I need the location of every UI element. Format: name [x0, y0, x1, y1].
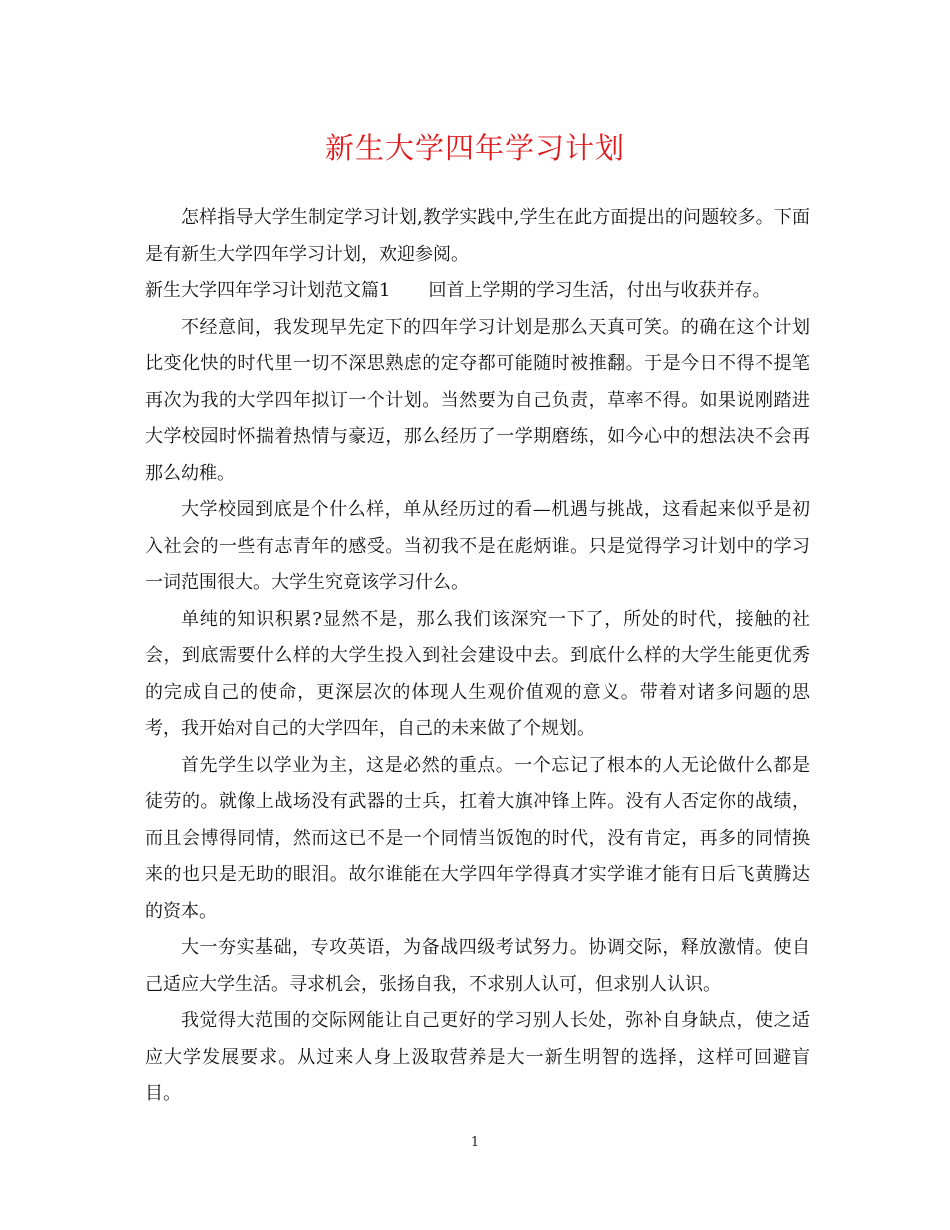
section-heading: 新生大学四年学习计划范文篇1 — [145, 280, 391, 301]
page-number: 1 — [470, 1135, 480, 1150]
body-paragraph: 我觉得大范围的交际网能让自己更好的学习别人长处，弥补自身缺点，使之适应大学发展要求。从过来人身上汲取营养是大一新生明智的选择，这样可回避盲目。 — [145, 1010, 810, 1104]
document-body — [145, 200, 810, 1113]
body-paragraph: 单纯的知识积累?显然不是，那么我们该深究一下了，所处的时代，接触的社会，到底需要什么样的大学生投入到社会建设中去。到底什么样的大学生能更优秀的完成自己的使命，更深层次的体现人生观价值观的意义。带着对诸多问题的思考，我开始对自己的大学四年，自己的未来做了个规划。 — [145, 608, 810, 739]
body-paragraph: 不经意间，我发现早先定下的四年学习计划是那么天真可笑。的确在这个计划比变化快的时代里一切不深思熟虑的定夺都可能随时被推翻。于是今日不得不提笔再次为我的大学四年拟订一个计划。当然要为自己负责，草率不得。如果说刚踏进大学校园时怀揣着热情与豪迈，那么经历了一学期磨练，如今心中的想法决不会再那么幼稚。 — [145, 316, 810, 484]
body-paragraph: 首先学生以学业为主，这是必然的重点。一个忘记了根本的人无论做什么都是徒劳的。就像上战场没有武器的士兵，扛着大旗冲锋上阵。没有人否定你的战绩，而且会博得同情，然而这已不是一个同情当饭饱的时代，没有肯定，再多的同情换来的也只是无助的眼泪。故尔谁能在大学四年学得真才实学谁才能有日后飞黄腾达的资本。 — [145, 754, 810, 922]
section-lead: 回首上学期的学习生活，付出与收获并存。 — [428, 280, 771, 301]
intro-paragraph: 怎样指导大学生制定学习计划,教学实践中,学生在此方面提出的问题较多。下面是有新生大学四年学习计划，欢迎参阅。 — [145, 207, 810, 265]
body-paragraph: 大学校园到底是个什么样，单从经历过的看—机遇与挑战，这看起来似乎是初入社会的一些有志青年的感受。当初我不是在彪炳谁。只是觉得学习计划中的学习一词范围很大。大学生究竟该学习什么。 — [145, 499, 810, 593]
document-title: 新生大学四年学习计划 — [324, 131, 625, 165]
section-heading-line — [145, 273, 810, 310]
body-paragraph: 大一夯实基础，专攻英语，为备战四级考试努力。协调交际，释放激情。使自己适应大学生活。寻求机会，张扬自我，不求别人认可，但求别人认识。 — [145, 937, 810, 995]
